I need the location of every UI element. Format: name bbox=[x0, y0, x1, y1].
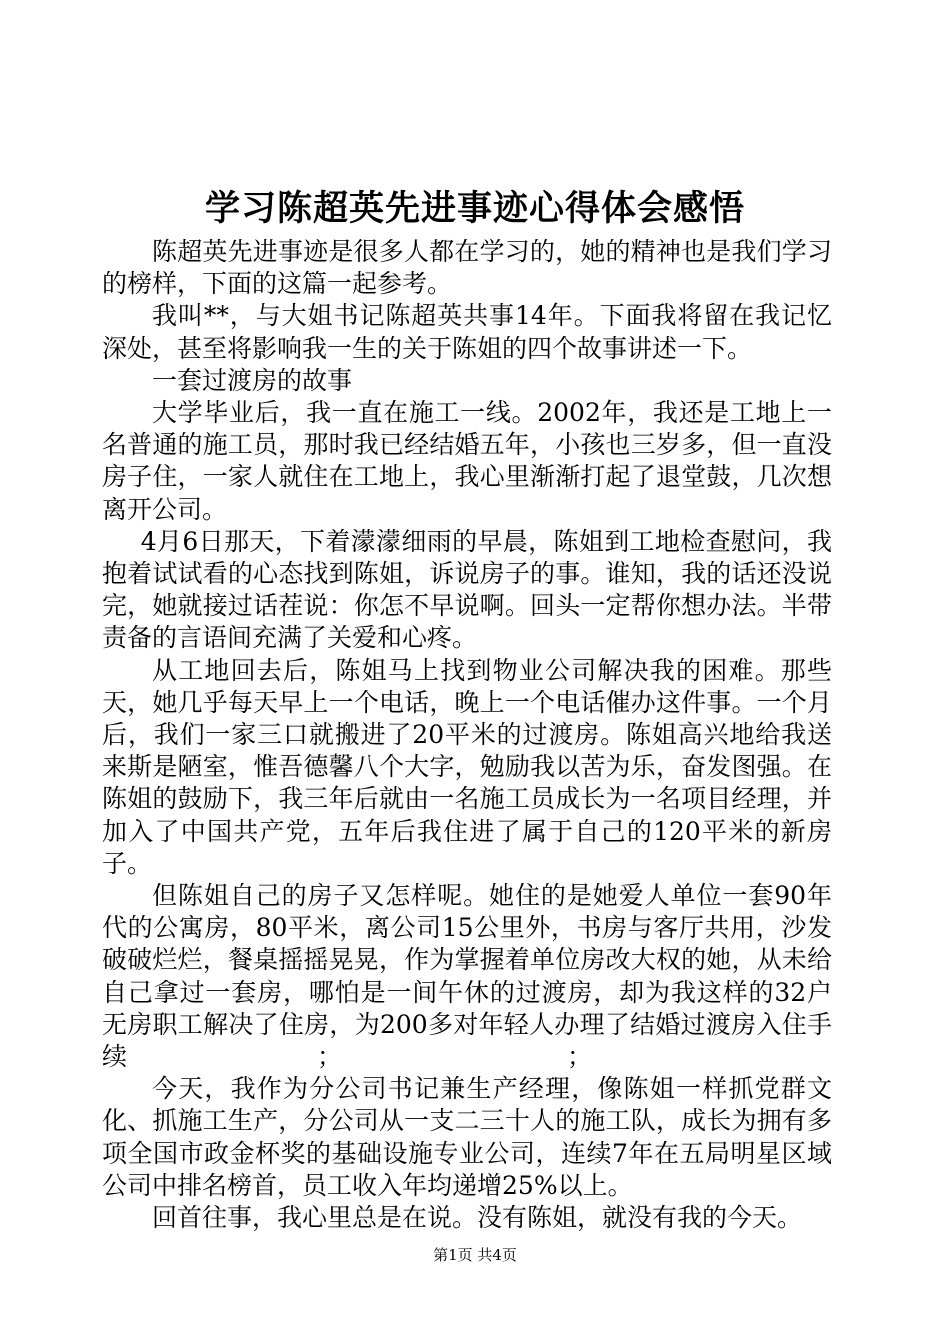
paragraph-story-1: 大学毕业后，我一直在施工一线。2002年，我还是工地上一名普通的施工员，那时我已经结婚五年，小孩也三岁多，但一直没房子住，一家人就住在工地上，我心里渐渐打起了退堂鼓，几次想离开公司。 bbox=[102, 398, 832, 524]
paragraph-story-3: 从工地回去后，陈姐马上找到物业公司解决我的困难。那些天，她几乎每天早上一个电话，晚上一个电话催办这件事。一个月后，我们一家三口就搬进了20平米的过渡房。陈姐高兴地给我送来斯是陋室，惟吾德馨八个大字，勉励我以苦为乐，奋发图强。在陈姐的鼓励下，我三年后就由一名施工员成长为一名项目经理，并加入了中国共产党，五年后我住进了属于自己的120平米的新房子。 bbox=[102, 655, 832, 878]
paragraph-self-intro: 我叫**，与大姐书记陈超英共事14年。下面我将留在我记忆深处，甚至将影响我一生的关于陈姐的四个故事讲述一下。 bbox=[102, 301, 832, 363]
paragraph-intro: 陈超英先进事迹是很多人都在学习的，她的精神也是我们学习的榜样，下面的这篇一起参考。 bbox=[102, 237, 832, 299]
page-footer: 第1页 共4页 bbox=[433, 1246, 517, 1264]
paragraph-story-4-text: 但陈姐自己的房子又怎样呢。她住的是她爱人单位一套90年代的公寓房，80平米，离公司15公里外，书房与客厅共用，沙发破破烂烂，餐桌摇摇晃晃，作为掌握着单位房改大权的她，从未给自己拿过一套房，哪怕是一间午休的过渡房，却为我这样的32户无房职工解决了住房，为200多对年轻人办理了结婚过渡房入住手续 bbox=[102, 881, 832, 1072]
document-title: 学习陈超英先进事迹心得体会感悟 bbox=[204, 188, 745, 229]
document-body bbox=[102, 236, 832, 1234]
paragraph-story-2: 4月6日那天，下着濛濛细雨的早晨，陈姐到工地检查慰问，我抱着试试看的心态找到陈姐，诉说房子的事。谁知，我的话还没说完，她就接过话茬说：你怎不早说啊。回头一定帮你想办法。半带责备的言语间充满了关爱和心疼。 bbox=[102, 526, 832, 653]
paragraph-story-4 bbox=[102, 880, 832, 1073]
separator-mark: ； bbox=[567, 1042, 593, 1072]
paragraph-closing: 回首往事，我心里总是在说。没有陈姐，就没有我的今天。 bbox=[152, 1203, 803, 1233]
section-heading: 一套过渡房的故事 bbox=[152, 365, 353, 395]
paragraph-today: 今天，我作为分公司书记兼生产经理，像陈姐一样抓党群文化、抓施工生产，分公司从一支二三十人的施工队，成长为拥有多项全国市政金杯奖的基础设施专业公司，连续7年在五局明星区域公司中排名榜首，员工收入年均递增25%以上。 bbox=[102, 1074, 832, 1200]
separator-mark: ； bbox=[317, 1042, 343, 1072]
